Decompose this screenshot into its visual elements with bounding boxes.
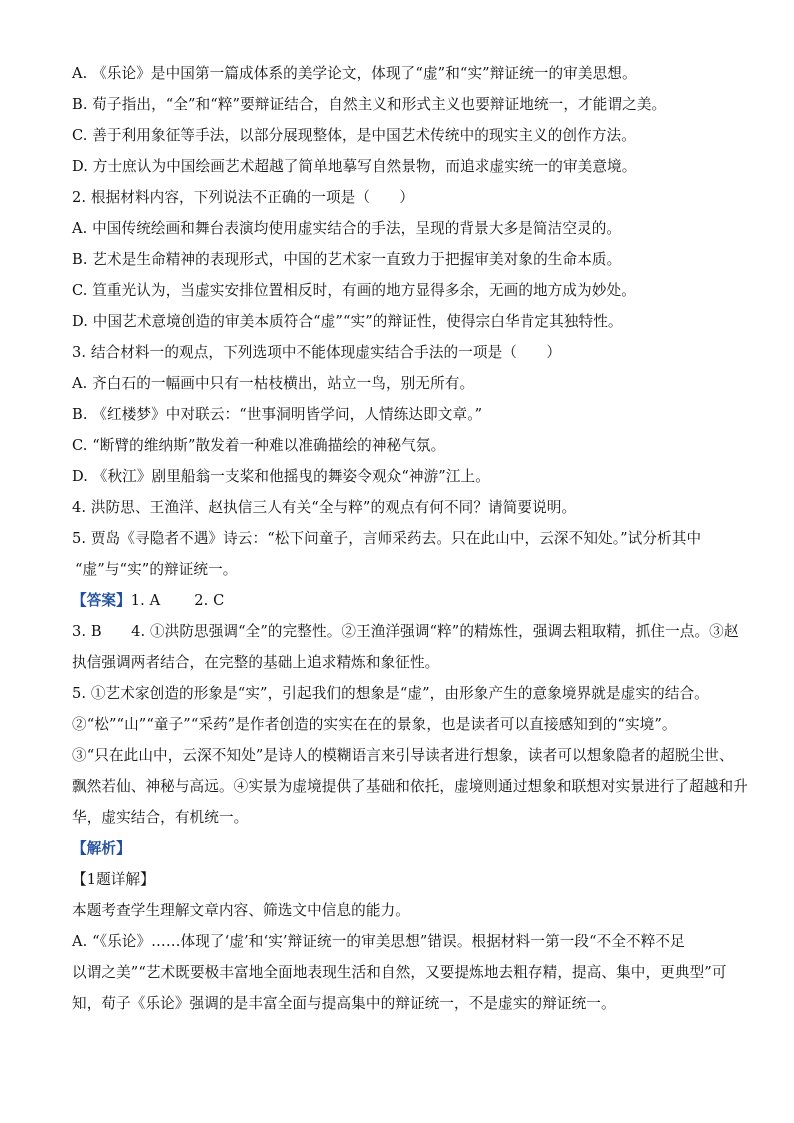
answer-5-line3: ③“只在此山中，云深不知处”是诗人的模糊语言来引导读者进行想象，读者可以想象隐者的超脱尘世、 [72, 747, 734, 764]
answer-5-line4: 飘然若仙、神秘与高远。④实景为虚境提供了基础和依托，虚境则通过想象和联想对实景进行了超越和升 [72, 778, 748, 795]
q4-stem: 4. 洪防思、王渔洋、赵执信三人有关“全与粹”的观点有何不同？请简要说明。 [72, 499, 577, 516]
answer-3-4-line1: 3. B 4. ①洪防思强调“全”的完整性。②王渔洋强调“粹”的精炼性，强调去粗取精，抓住一点。③赵 [72, 623, 739, 640]
q5-stem-line1: 5. 贾岛《寻隐者不遇》诗云：“松下问童子，言师采药去。只在此山中，云深不知处。”试分析其中 [72, 530, 702, 547]
answer-1: 1. A [130, 592, 161, 609]
q3-option-b: B. 《红楼梦》中对联云：“世事洞明皆学问，人情练达即文章。” [72, 406, 483, 423]
analysis-para-line3: 知，荀子《乐论》强调的是丰富全面与提高集中的辩证统一，不是虚实的辩证统一。 [72, 995, 616, 1012]
analysis-para-line1: A. “《乐论》……体现了‘虚’和‘实’辩证统一的审美思想”错误。根据材料一第一段“不全不粹不足 [72, 933, 685, 950]
analysis-intro: 本题考查学生理解文章内容、筛选文中信息的能力。 [72, 902, 410, 919]
q2-option-c: C. 笪重光认为，当虚实安排位置相反时，有画的地方显得多余，无画的地方成为妙处。 [72, 282, 636, 299]
analysis-para-line2: 以谓之美”“艺术既要极丰富地全面地表现生活和自然，又要提炼地去粗存精，提高、集中，更典型”可 [72, 964, 727, 981]
q1-option-a: A. 《乐论》是中国第一篇成体系的美学论文，体现了“虚”和“实”辩证统一的审美思想。 [72, 65, 637, 82]
q1-option-d: D. 方士庶认为中国绘画艺术超越了简单地摹写自然景物，而追求虚实统一的审美意境。 [72, 158, 637, 175]
q2-option-a: A. 中国传统绘画和舞台表演均使用虚实结合的手法，呈现的背景大多是简洁空灵的。 [72, 220, 622, 237]
q1-option-b: B. 荀子指出，“全”和“粹”要辩证结合，自然主义和形式主义也要辩证地统一，才能谓之美。 [72, 96, 667, 113]
q3-stem: 3. 结合材料一的观点，下列选项中不能体现虚实结合手法的一项是（ ） [72, 344, 562, 361]
answer-5-line1: 5. ①艺术家创造的形象是“实”，引起我们的想象是“虚”，由形象产生的意象境界就是虚实的结合。 [72, 685, 709, 702]
detail-heading: 【1题详解】 [72, 871, 155, 888]
answer-4-line2: 执信强调两者结合，在完整的基础上追求精炼和象征性。 [72, 654, 440, 671]
answer-5-line2: ②“松”“山”“童子”“采药”是作者创造的实实在在的景象，也是读者可以直接感知到的“实境”。 [72, 716, 677, 733]
answer-5-line5: 华，虚实结合，有机统一。 [72, 809, 249, 826]
analysis-label: 【解析】 [72, 840, 131, 857]
q3-option-a: A. 齐白石的一幅画中只有一枯枝横出，站立一鸟，别无所有。 [72, 375, 475, 392]
answer-label: 【答案】 [72, 592, 131, 609]
analysis-heading [72, 839, 732, 859]
q1-option-c: C. 善于利用象征等手法，以部分展现整体，是中国艺术传统中的现实主义的创作方法。 [72, 127, 636, 144]
q5-stem-line2: “虚”与“实”的辩证统一。 [75, 561, 238, 578]
q3-option-c: C. “断臂的维纳斯”散发着一种难以准确描绘的神秘气氛。 [72, 437, 446, 454]
q2-option-d: D. 中国艺术意境创造的审美本质符合“虚”“实”的辩证性，使得宗白华肯定其独特性。 [72, 313, 623, 330]
q3-option-d: D. 《秋江》剧里船翁一支桨和他摇曳的舞姿令观众“神游”江上。 [72, 468, 490, 485]
answer-2: 2. C [194, 592, 225, 609]
q2-option-b: B. 艺术是生命精神的表现形式，中国的艺术家一直致力于把握审美对象的生命本质。 [72, 251, 622, 268]
answer-line [72, 591, 732, 611]
q2-stem: 2. 根据材料内容，下列说法不正确的一项是（ ） [72, 189, 415, 206]
